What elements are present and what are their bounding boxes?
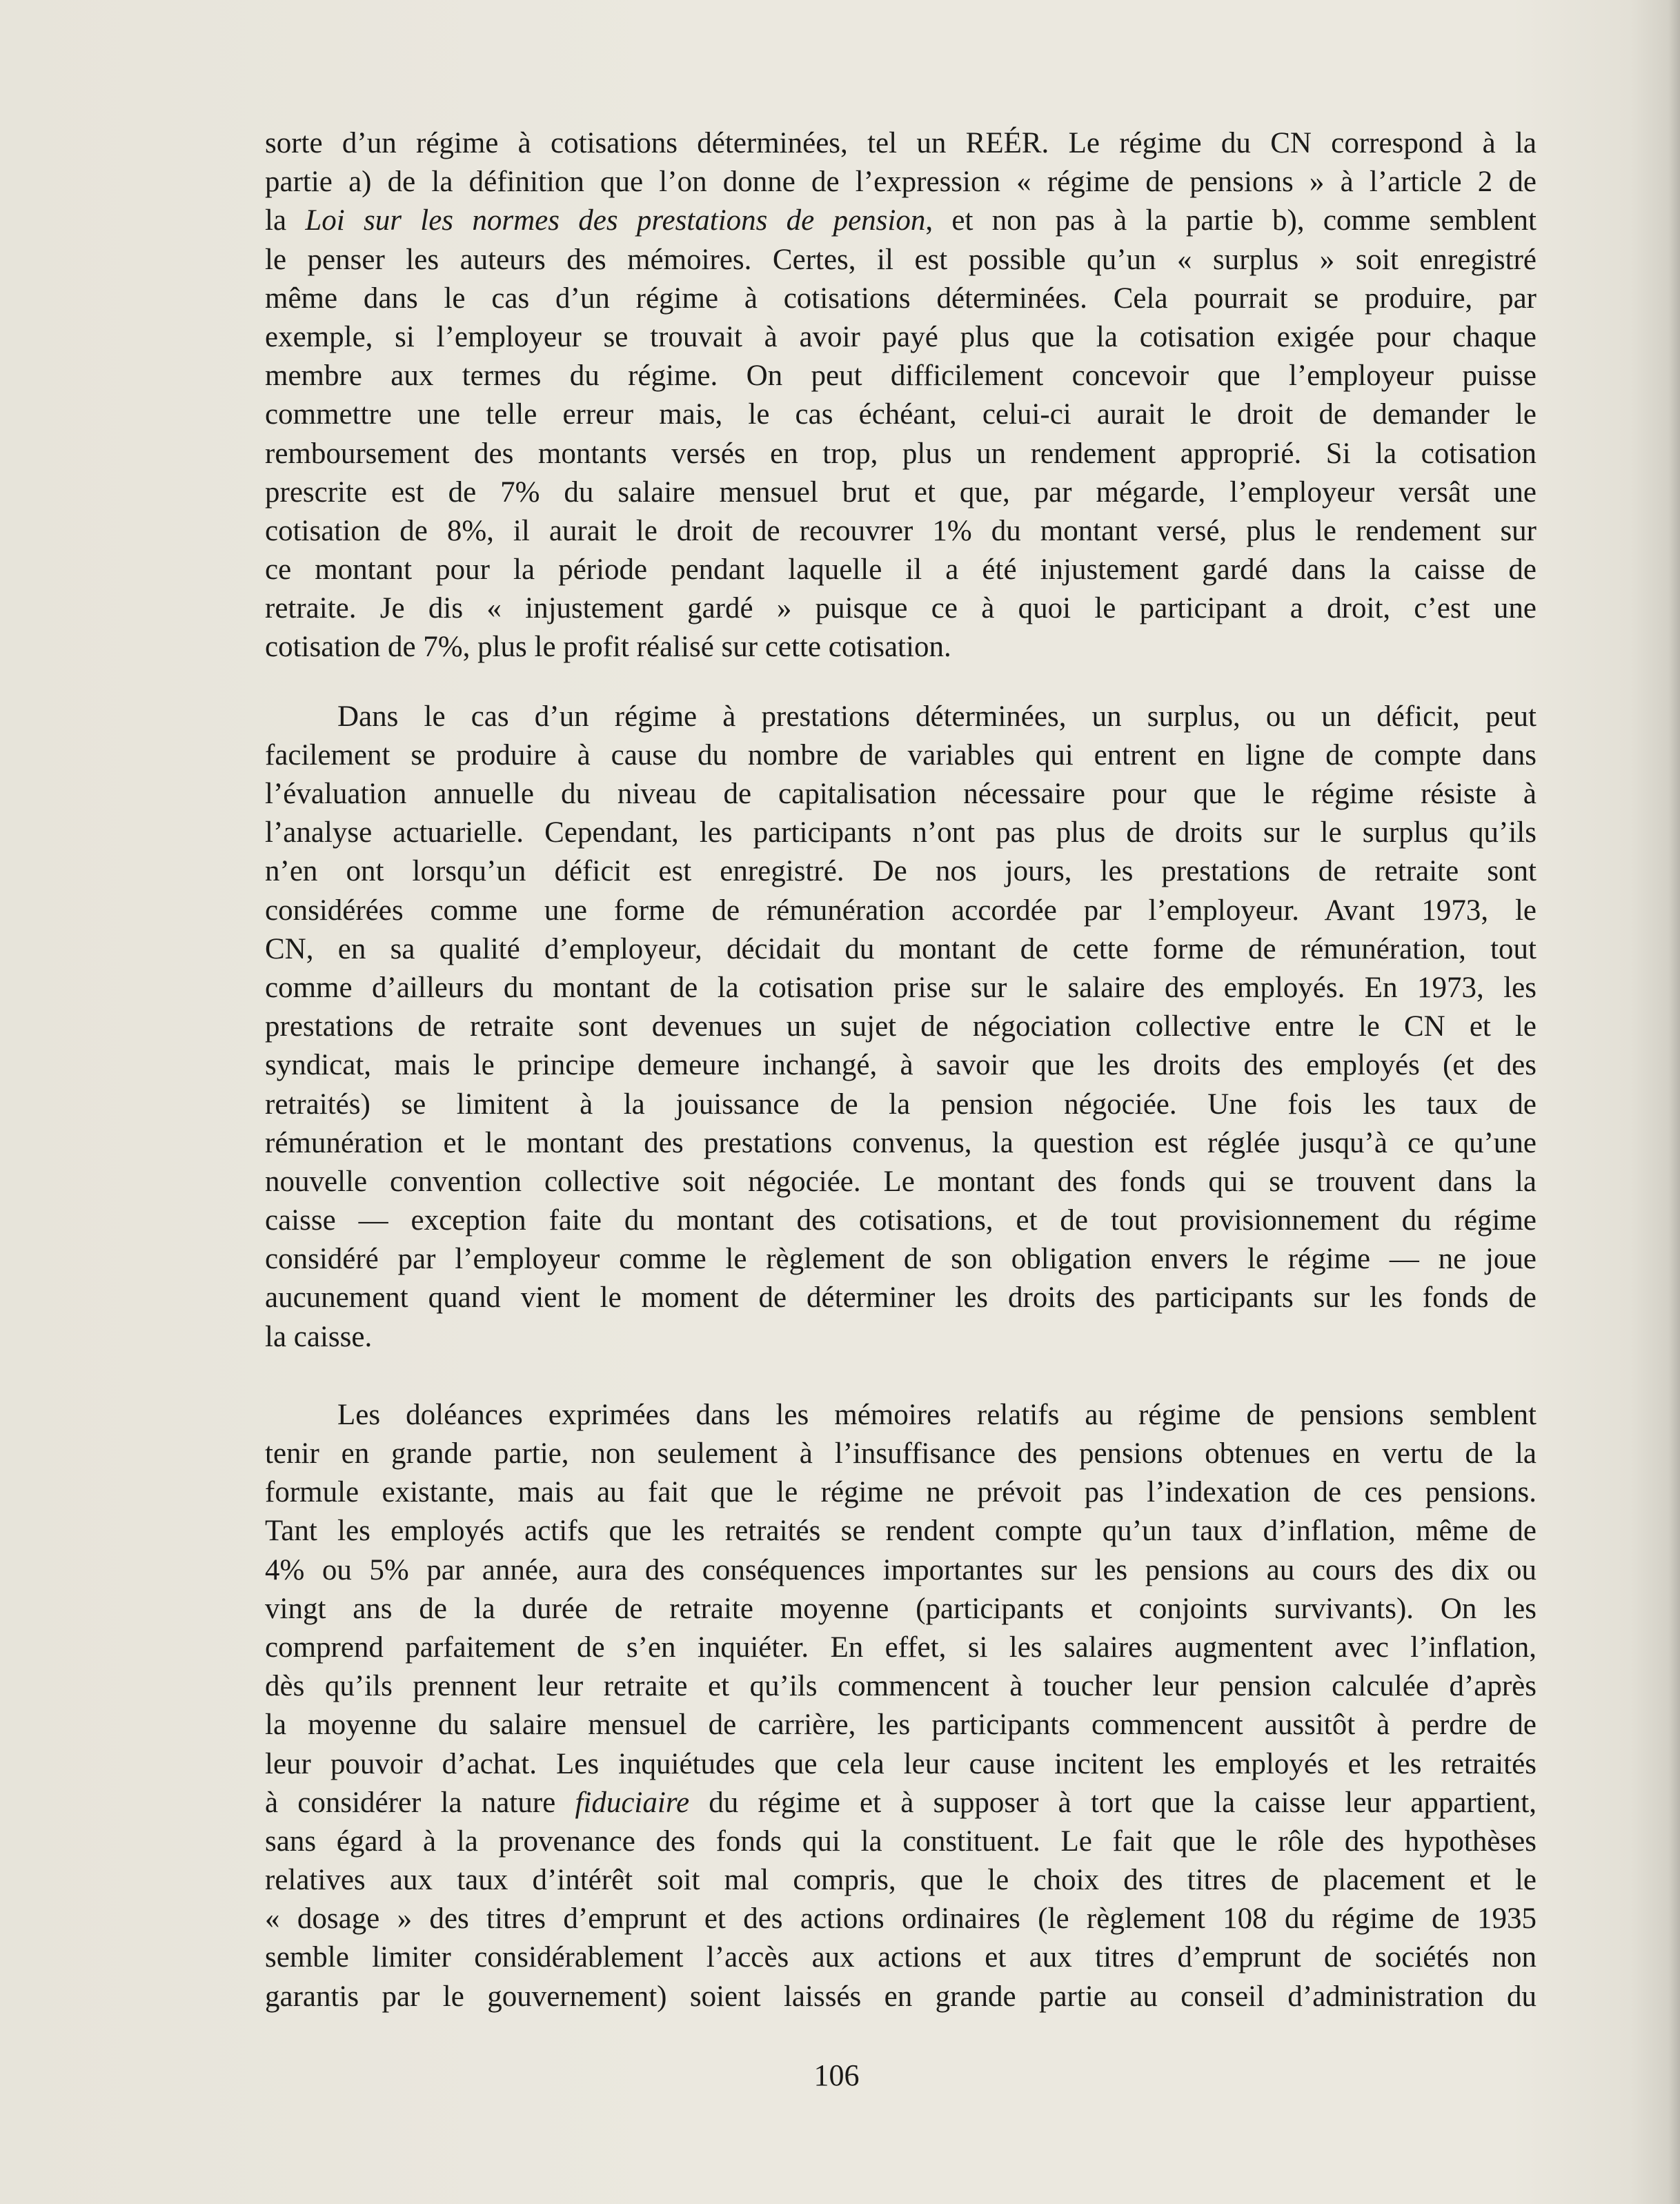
text-line: 4% ou 5% par année, aura des conséquences importantes sur les pensions au cours des dix ou xyxy=(265,1553,1536,1586)
text-line: cotisation de 7%, plus le profit réalisé sur cette cotisation. xyxy=(265,631,951,664)
italic-phrase: Loi sur les normes des prestations de pension xyxy=(305,204,926,237)
text-line: retraités) se limitent à la jouissance de la pension négociée. Une fois les taux de xyxy=(265,1088,1536,1121)
page-spine-shadow xyxy=(1668,0,1680,2204)
text-line: comprend parfaitement de s’en inquiéter. En effet, si les salaires augmentent avec l’inflation, xyxy=(265,1631,1536,1664)
text-line: retraite. Je dis « injustement gardé » puisque ce à quoi le participant a droit, c’est une xyxy=(265,592,1536,625)
text-line: considérées comme une forme de rémunération accordée par l’employeur. Avant 1973, le xyxy=(265,894,1536,927)
text-line: garantis par le gouvernement) soient laissés en grande partie au conseil d’administration du xyxy=(265,1980,1536,2013)
text-line: Dans le cas d’un régime à prestations déterminées, un surplus, ou un déficit, peut xyxy=(337,700,1536,733)
text-line: cotisation de 8%, il aurait le droit de recouvrer 1% du montant versé, plus le rendement sur xyxy=(265,514,1536,547)
paragraph-spacer xyxy=(265,667,1536,698)
text-line: sorte d’un régime à cotisations déterminées, tel un REÉR. Le régime du CN correspond à la xyxy=(265,127,1536,159)
page-number xyxy=(0,2058,1680,2093)
text-line: semble limiter considérablement l’accès aux actions et aux titres d’emprunt de sociétés non xyxy=(265,1941,1536,1974)
text-line: prestations de retraite sont devenues un sujet de négociation collective entre le CN et le xyxy=(265,1010,1536,1043)
text-line: la caisse. xyxy=(265,1320,373,1353)
text-line: caisse — exception faite du montant des cotisations, et de tout provisionnement du régime xyxy=(265,1204,1536,1237)
text-line: même dans le cas d’un régime à cotisations déterminées. Cela pourrait se produire, par xyxy=(265,282,1536,315)
text-line: partie a) de la définition que l’on donne de l’expression « régime de pensions » à l’article 2 de xyxy=(265,166,1536,199)
body-text xyxy=(265,124,1536,2016)
text-line: n’en ont lorsqu’un déficit est enregistré. De nos jours, les prestations de retraite sont xyxy=(265,855,1536,888)
text-line: commettre une telle erreur mais, le cas échéant, celui-ci aurait le droit de demander le xyxy=(265,398,1536,431)
paragraph-spacer xyxy=(265,1357,1536,1396)
text-line: sans égard à la provenance des fonds qui la constituent. Le fait que le rôle des hypothèses xyxy=(265,1824,1536,1858)
text-line: nouvelle convention collective soit négociée. Le montant des fonds qui se trouvent dans la xyxy=(265,1165,1536,1198)
text-line: rémunération et le montant des prestations convenus, la question est réglée jusqu’à ce qu’une xyxy=(265,1126,1536,1159)
text-line: vingt ans de la durée de retraite moyenne (participants et conjoints survivants). On les xyxy=(265,1592,1536,1625)
text-line: relatives aux taux d’intérêt soit mal compris, que le choix des titres de placement et le xyxy=(265,1864,1536,1897)
text-line: remboursement des montants versés en trop, plus un rendement approprié. Si la cotisation xyxy=(265,437,1536,470)
text-line: membre aux termes du régime. On peut difficilement concevoir que l’employeur puisse xyxy=(265,360,1536,393)
text-line: leur pouvoir d’achat. Les inquiétudes que cela leur cause incitent les employés et les retraités xyxy=(265,1747,1536,1780)
text-line: l’évaluation annuelle du niveau de capitalisation nécessaire pour que le régime résiste à xyxy=(265,778,1536,810)
text-line: prescrite est de 7% du salaire mensuel brut et que, par mégarde, l’employeur versât une xyxy=(265,475,1536,509)
text-line: comme d’ailleurs du montant de la cotisation prise sur le salaire des employés. En 1973, les xyxy=(265,971,1536,1004)
text-line: facilement se produire à cause du nombre de variables qui entrent en ligne de compte dans xyxy=(265,738,1536,771)
text-line: Les doléances exprimées dans les mémoires relatifs au régime de pensions semblent xyxy=(337,1398,1536,1431)
text-line: exemple, si l’employeur se trouvait à avoir payé plus que la cotisation exigée pour chaque xyxy=(265,320,1536,353)
text-line: dès qu’ils prennent leur retraite et qu’ils commencent à toucher leur pension calculée d’après xyxy=(265,1670,1536,1703)
text-line: la Loi sur les normes des prestations de pension, et non pas à la partie b), comme semblent xyxy=(265,204,1537,237)
text-line: syndicat, mais le principe demeure inchangé, à savoir que les droits des employés (et des xyxy=(265,1049,1536,1082)
paragraph-1 xyxy=(265,124,1536,667)
text-line: à considérer la nature fiduciaire du régime et à supposer à tort que la caisse leur appartient, xyxy=(265,1786,1536,1819)
text-line: l’analyse actuarielle. Cependant, les participants n’ont pas plus de droits sur le surplus qu’ils xyxy=(265,816,1536,849)
text-line: tenir en grande partie, non seulement à l’insuffisance des pensions obtenues en vertu de la xyxy=(265,1437,1536,1470)
text-line: la moyenne du salaire mensuel de carrière, les participants commencent aussitôt à perdre de xyxy=(265,1709,1536,1742)
italic-phrase: fiduciaire xyxy=(575,1786,690,1819)
text-line: Tant les employés actifs que les retraités se rendent compte qu’un taux d’inflation, même de xyxy=(265,1515,1536,1548)
text-line: aucunement quand vient le moment de déterminer les droits des participants sur les fonds de xyxy=(265,1281,1536,1315)
text-line: formule existante, mais au fait que le régime ne prévoit pas l’indexation de ces pensions. xyxy=(265,1476,1536,1509)
text-line: le penser les auteurs des mémoires. Certes, il est possible qu’un « surplus » soit enregistré xyxy=(265,243,1536,276)
paragraph-2 xyxy=(265,698,1536,1357)
text-line: ce montant pour la période pendant laquelle il a été injustement gardé dans la caisse de xyxy=(265,553,1536,587)
paragraph-3 xyxy=(265,1396,1536,2016)
text-line: « dosage » des titres d’emprunt et des actions ordinaires (le règlement 108 du régime de 1935 xyxy=(265,1902,1536,1936)
text-line: CN, en sa qualité d’employeur, décidait du montant de cette forme de rémunération, tout xyxy=(265,932,1536,965)
text-line: considéré par l’employeur comme le règlement de son obligation envers le régime — ne joue xyxy=(265,1243,1536,1276)
page-number-label: 106 xyxy=(813,2058,860,2092)
